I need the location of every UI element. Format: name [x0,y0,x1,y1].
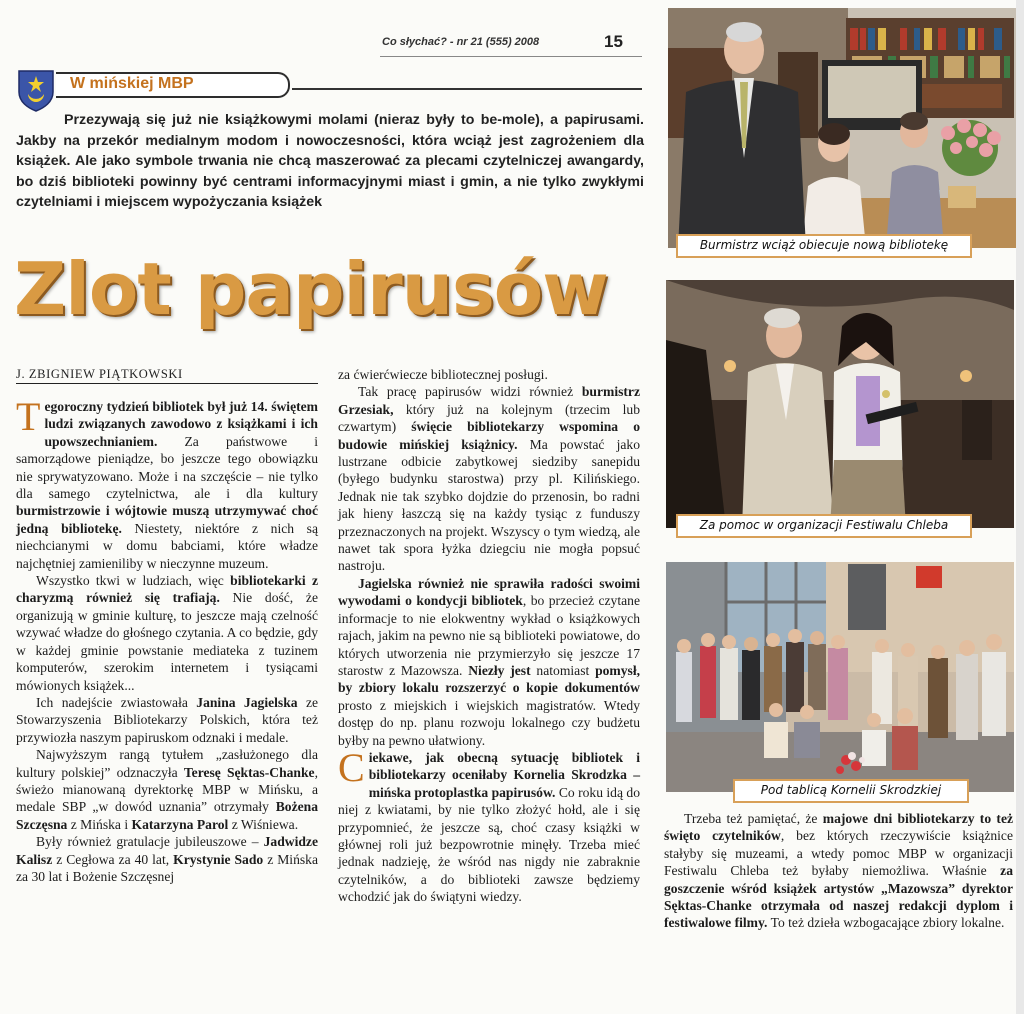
page-number: 15 [604,32,623,51]
photo-caption: Burmistrz wciąż obiecuje nową bibliotekę [676,234,972,258]
paragraph: za ćwierćwiecze bibliotecznej posługi. [338,367,548,382]
paragraph: Były również gratulacje jubileuszowe – Jadwidze Kalisz z Cegłowa za 40 lat, Krystynie Sado z Mińska za 30 lat i Bożenie Szczęsnej [16,834,318,884]
town-crest-icon [16,68,56,112]
article-column-1 [16,394,319,885]
photo-caption: Za pomoc w organizacji Festiwalu Chleba [676,514,972,538]
byline-rule [16,383,318,384]
paragraph: Tak pracę papirusów widzi również burmistrz Grzesiak, który już na kolejnym (trzecim lub czwartym) święcie bibliotekarzy wspomina o budowie mińskiej książnicy. Ma powstać jako lustrzane odbicie zabytkowej siedziby sanepidu (byłego budynku starostwa) przy pl. Kilińskiego. Jednak nie tak szybko dojdzie do przenosin, bo radni jak hieny łaszczą się na każdy tysiąc z funduszy przeznaczonych na projekt. Wszyscy o tym wiedzą, ale nawet tak spora łyżka dziegciu nie mogła popsuć nastroju. [338,384,641,574]
paragraph: Tegoroczny tydzień bibliotek był już 14. świętem ludzi związanych zawodowo z książkami i ich upowszechnianiem. Za państwowe i samorządowe pieniądze, bo jeszcze tego obowiązku nie sprywatyzowano. Może i na szczęście – nie tylko dla samego czytelnictwa, ale i dla kultury burmistrzowie i wójtowie muszą utrzymywać choć jedną bibliotekę. Niestety, niektóre z nich są niechcianymi w domu babciami, które władze najchętniej zamieniliby w nieczynne muzeum. [16,394,319,571]
scan-edge [1016,0,1024,1014]
photo-mayor [668,8,1016,248]
drop-cap: C [338,744,365,790]
byline: J. ZBIGNIEW PIĄTKOWSKI [16,367,183,381]
article-title [14,246,654,332]
paragraph: Jagielska również nie sprawiła radości swoimi wywodami o kondycji bibliotek, bo przecież czytane informacje to nie elokwentny wykład o książkowych rajach, jakim na pewno nie są biblioteki powiatowe, do których utworzenia nie przymierzyło się jeszcze 17 starostw z Mazowsza. Niezły jest natomiast pomysł, by zbiory lokalu rozszerzyć o kopie dokumentów prosto z miejskich i wiejskich magistratów. Wtedy dostęp do np. planu rozwoju lokalnego czy budżetu byłby na pewno ułatwiony. [338,575,641,748]
photo-caption: Pod tablicą Kornelii Skrodzkiej [733,779,969,803]
photo-group [666,562,1014,792]
paragraph: Ich nadejście zwiastowała Janina Jagielska ze Stowarzyszenia Bibliotekarzy Polskich, która też przywiozła naszym papiruskom odznaki i medale. [16,694,319,745]
paragraph: Trzeba też pamiętać, że majowe dni bibliotekarzy to też święto czytelników, bez których rzeczywiście książnice stałyby się muzeami, a wtedy pomoc MBP w organizacji Festiwalu Chleba też byłaby niemożliwa. Właśnie za goszczenie wśród książek artystów „Mazowsza” dyrektor Sęktas-Chanke otrzymała od naszej redakcji dyplom i festiwalowe filmy. To też dzieła wzbogacające zbiory lokalne. [664,811,1014,931]
lead-text: Przezywają się już nie książkowymi molami (nieraz były to be-mole), a papirusami. Jakby na przekór medialnym modom i nowoczesności, która wciąż jest zagrożeniem dla książek. Ale jako symbole trwania nie chcą maszerować za plecami czytelniczej awangardy, bo dziś biblioteki powinny być centrami informacyjnymi miast i gmin, a nie tylko zwykłymi czytelniami i miejscem wypożyczania książek [16,112,644,211]
header-rule [380,56,642,57]
paragraph: Najwyższym rangą tytułem „zasłużonego dla kultury polskiej” odznaczyła Teresę Sęktas-Chanke, świeżo mianowaną dyrektorkę MBP w Mińsku, a medale SBP „w dowód uznania” otrzymały Bożena Szczęsna z Mińska i Katarzyna Parol z Wiśniewa. [16,747,318,832]
publication-info: Co słychać? - nr 21 (555) 2008 [382,36,540,48]
article-title-text: Zlot papirusów [14,247,608,331]
article-column-2 [338,366,640,906]
drop-cap: T [16,394,41,439]
paragraph: Wszystko tkwi w ludziach, więc bibliotekarki z charyzmą również się trafiają. Nie dość, że organizują w gminie kulturę, to jeszcze mają czelność wzywać władze do głośnego czytania. A co będzie, gdy w każdej gminie powstanie mediateka z tuzinem komputerów, szerokim internetem i tysiącami mówionych książek... [16,573,318,693]
paragraph: Ciekawe, jak obecną sytuację bibliotek i bibliotekarzy oceniłaby Kornelia Skrodzka – mińska protoplastka papirusów. Co roku idą do niej z kwiatami, by nie tylko złożyć hołd, ale i się przypomnieć, że jeszcze są, choć czasy książki w głównej roli już bezpowrotnie minęły. Trzeba mieć jednak nadzieję, że wśród nas nigdy nie zabraknie czytelników, a do biblioteki zawsze będziemy wchodzić jak do świątyni wiedzy. [338,744,640,905]
page-header [360,32,660,54]
lead-paragraph [16,110,644,213]
article-column-3 [664,810,1013,932]
section-title: W mińskiej MBP [70,75,194,92]
section-header [16,66,646,98]
photo-award [666,280,1014,528]
section-rule [292,88,642,90]
section-title-tab [56,72,290,98]
